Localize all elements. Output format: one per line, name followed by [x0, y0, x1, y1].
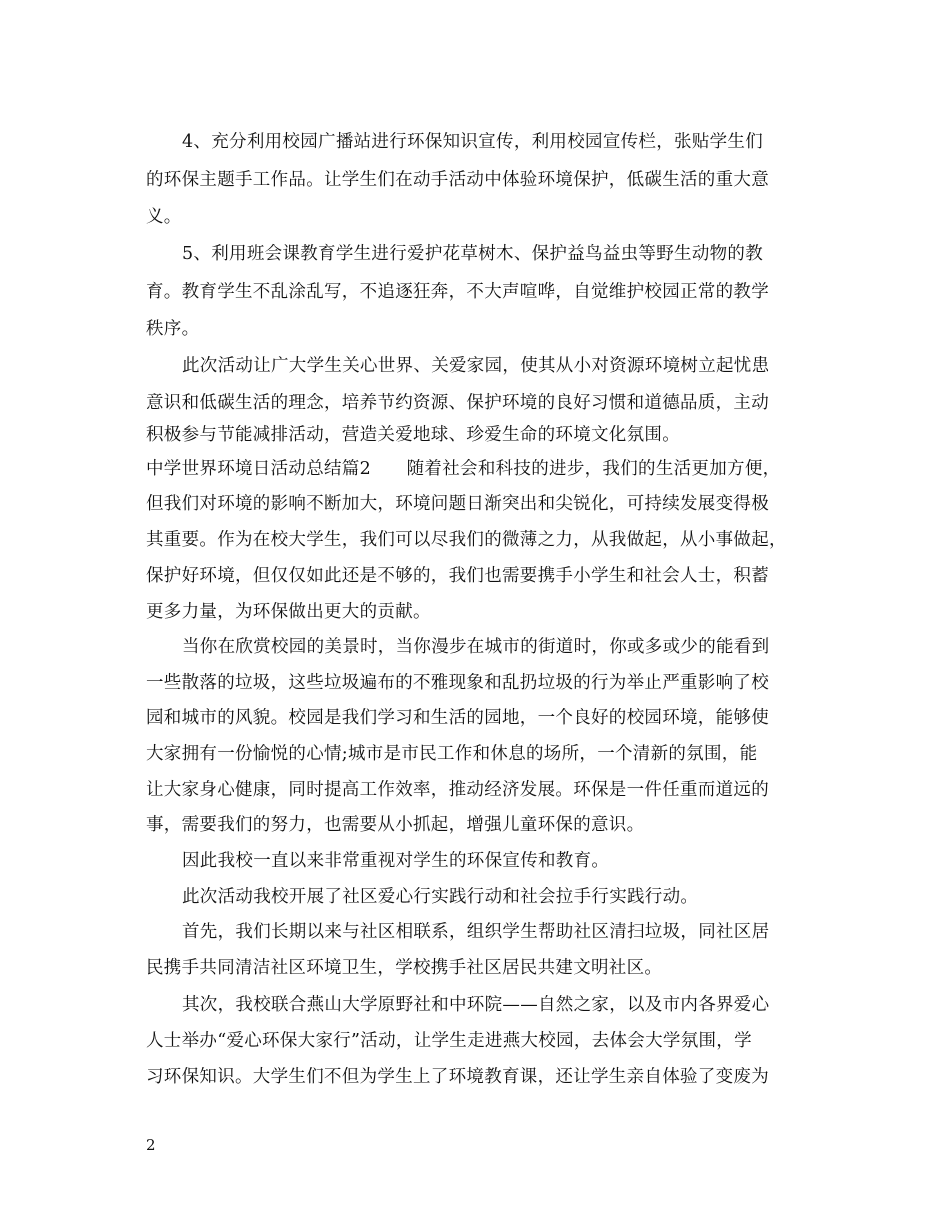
text-line: 民携手共同清洁社区环境卫生，学校携手社区居民共建文明社区。: [146, 958, 663, 978]
text-line: 大家拥有一份愉悦的心情;城市是市民工作和休息的场所，一个清新的氛围，能: [146, 744, 758, 764]
text-line: 更多力量，为环保做出更大的贡献。: [146, 602, 431, 622]
text-line: 因此我校一直以来非常重视对学生的环保宣传和教育。: [182, 851, 610, 871]
text-line: 让大家身心健康，同时提高工作效率，推动经济发展。环保是一件任重而道远的: [146, 780, 769, 800]
text-line: 育。教育学生不乱涂乱写，不追逐狂奔，不大声喧哗，自觉维护校园正常的教学: [146, 282, 769, 302]
text-line: 其次，我校联合燕山大学原野社和中环院——自然之家，以及市内各界爱心: [182, 995, 770, 1015]
text-line: 秩序。: [146, 319, 200, 339]
text-line: 其重要。作为在校大学生，我们可以尽我们的微薄之力，从我做起，从小事做起，: [146, 530, 787, 550]
text-line: 4、充分利用校园广播站进行环保知识宣传，利用校园宣传栏，张贴学生们: [182, 132, 764, 152]
text-line: 但我们对环境的影响不断加大，环境问题日渐突出和尖锐化，可持续发展变得极: [146, 494, 769, 514]
text-line: 当你在欣赏校园的美景时，当你漫步在城市的街道时，你或多或少的能看到: [182, 637, 770, 657]
text-line: 义。: [146, 207, 182, 227]
section-heading-line: 中学世界环境日活动总结篇2 随着社会和科技的进步，我们的生活更加方便，: [146, 459, 781, 479]
text-line: 此次活动我校开展了社区爱心行实践行动和社会拉手行实践行动。: [182, 887, 699, 907]
text-line: 积极参与节能减排活动，营造关爱地球、珍爱生命的环境文化氛围。: [146, 425, 680, 445]
text-line: 园和城市的风貌。校园是我们学习和生活的园地，一个良好的校园环境，能够使: [146, 708, 769, 728]
text-line: 习环保知识。大学生们不但为学生上了环境教育课，还让学生亲自体验了变废为: [146, 1067, 769, 1087]
text-line: 一些散落的垃圾，这些垃圾遍布的不雅现象和乱扔垃圾的行为举止严重影响了校: [146, 673, 769, 693]
text-line: 人士举办“爱心环保大家行”活动，让学生走进燕大校园，去体会大学氛围，学: [146, 1031, 752, 1051]
text-line: 5、利用班会课教育学生进行爱护花草树木、保护益鸟益虫等野生动物的教: [182, 244, 764, 264]
text-line: 事，需要我们的努力，也需要从小抓起，增强儿童环保的意识。: [146, 815, 645, 835]
page-number: 2: [146, 1136, 156, 1154]
text-line: 保护好环境，但仅仅如此还是不够的，我们也需要携手小学生和社会人士，积蓄: [146, 566, 769, 586]
text-line: 此次活动让广大学生关心世界、关爱家园，使其从小对资源环境树立起忧患: [182, 356, 770, 376]
text-line: 意识和低碳生活的理念，培养节约资源、保护环境的良好习惯和道德品质，主动: [146, 393, 769, 413]
text-line: 首先，我们长期以来与社区相联系，组织学生帮助社区清扫垃圾，同社区居: [182, 922, 770, 942]
text-line: 的环保主题手工作品。让学生们在动手活动中体验环境保护，低碳生活的重大意: [146, 170, 769, 190]
